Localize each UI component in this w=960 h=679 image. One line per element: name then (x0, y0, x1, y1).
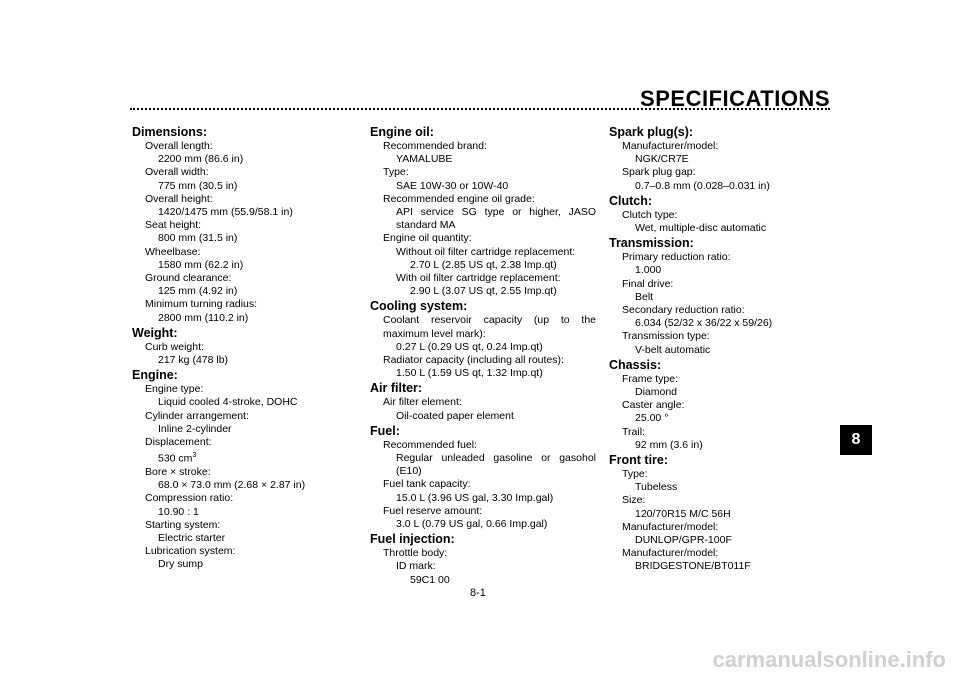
spec-label: Minimum turning radius: (145, 298, 258, 311)
spec-value: 2.70 L (2.85 US qt, 2.38 Imp.qt) (410, 258, 557, 271)
section-heading-weight: Weight: (132, 325, 178, 340)
spec-label: Type: (622, 468, 648, 481)
section-heading-transmission: Transmission: (609, 236, 694, 251)
section-heading-front-tire: Front tire: (609, 453, 669, 468)
spec-label: Frame type: (622, 372, 679, 385)
spec-label: Manufacturer/model: (622, 140, 719, 152)
spec-value: 217 kg (478 lb) (158, 354, 229, 367)
page-number: 8-1 (470, 587, 486, 599)
spec-value: SAE 10W-30 or 10W-40 (396, 179, 509, 192)
spec-value: Belt (635, 290, 654, 303)
spec-sublabel: Without oil filter cartridge replacement: (396, 245, 576, 258)
spec-value: Wet, multiple-disc automatic (635, 222, 767, 235)
spec-label: Recommended brand: (383, 140, 487, 152)
spec-value: Electric starter (158, 531, 226, 544)
spec-value: 59C1 00 (410, 573, 450, 586)
spec-value: 10.90 : 1 (158, 505, 199, 518)
page-title: SPECIFICATIONS (640, 86, 830, 111)
spec-value: 120/70R15 M/C 56H (635, 507, 731, 520)
spec-label: Seat height: (145, 219, 202, 232)
column-2 (370, 124, 602, 587)
spec-value: API service SG type or higher, JASO standard MA (396, 206, 596, 232)
spec-value: 2200 mm (86.6 in) (158, 153, 244, 166)
column-3 (609, 124, 829, 574)
spec-value: 25.00 ° (635, 412, 669, 425)
spec-value: 0.27 L (0.29 US qt, 0.24 Imp.qt) (396, 340, 543, 353)
spec-label: Manufacturer/model: (622, 520, 719, 533)
spec-value: YAMALUBE (396, 153, 453, 166)
spec-value: 2800 mm (110.2 in) (158, 311, 249, 324)
spec-label: Recommended engine oil grade: (383, 192, 535, 205)
spec-label: Engine type: (145, 383, 204, 396)
spec-label: Overall width: (145, 166, 209, 179)
watermark: carmanualsonline.info (712, 647, 946, 672)
displacement-value: 530 cm (158, 452, 193, 465)
spec-value: Liquid cooled 4-stroke, DOHC (158, 396, 298, 409)
spec-value: 1420/1475 mm (55.9/58.1 in) (158, 206, 293, 219)
spec-label: Clutch type: (622, 208, 678, 221)
spec-label: Displacement: (145, 436, 212, 449)
spec-label: Overall height: (145, 192, 213, 205)
spec-label: Compression ratio: (145, 492, 234, 505)
spec-label: Cylinder arrangement: (145, 409, 249, 422)
spec-value: 1.50 L (1.59 US qt, 1.32 Imp.qt) (396, 367, 543, 380)
spec-value: 800 mm (31.5 in) (158, 232, 238, 245)
spec-label: Fuel reserve amount: (383, 504, 483, 517)
spec-label: Size: (622, 494, 646, 507)
section-heading-engine-oil: Engine oil: (370, 125, 434, 139)
spec-label: Lubrication system: (145, 545, 236, 558)
spec-label: Primary reduction ratio: (622, 251, 731, 264)
section-heading-fuel: Fuel: (370, 423, 400, 438)
section-heading-engine: Engine: (132, 368, 178, 383)
spec-value: Regular unleaded gasoline or gasohol (E10) (396, 452, 596, 478)
spec-value: 1.000 (635, 264, 662, 277)
spec-label: Throttle body: (383, 547, 448, 560)
spec-label: Caster angle: (622, 399, 685, 412)
section-heading-fuel-injection: Fuel injection: (370, 532, 455, 547)
spec-value: 1580 mm (62.2 in) (158, 258, 244, 271)
spec-sublabel: ID mark: (396, 560, 436, 573)
spec-value: 0.7–0.8 mm (0.028–0.031 in) (635, 179, 770, 192)
spec-value: NGK/CR7E (635, 153, 689, 166)
spec-label: Final drive: (622, 277, 674, 290)
chapter-tab: 8 (840, 425, 872, 455)
spec-value: 15.0 L (3.96 US gal, 3.30 Imp.gal) (396, 491, 554, 504)
spec-value: Dry sump (158, 558, 203, 571)
spec-value: 92 mm (3.6 in) (635, 438, 703, 451)
spec-label: Air filter element: (383, 396, 462, 409)
section-heading-dimensions: Dimensions: (132, 125, 208, 139)
spec-label: Bore × stroke: (145, 465, 211, 478)
spec-label: Trail: (622, 425, 645, 438)
spec-label: Curb weight: (145, 340, 204, 353)
spec-value: 125 mm (4.92 in) (158, 285, 238, 298)
spec-label: Spark plug gap: (622, 166, 696, 179)
section-heading-clutch: Clutch: (609, 193, 653, 208)
spec-value: DUNLOP/GPR-100F (635, 534, 732, 547)
spec-value: 6.034 (52/32 x 36/22 x 59/26) (635, 317, 773, 330)
spec-value: 3.0 L (0.79 US gal, 0.66 Imp.gal) (396, 518, 548, 531)
spec-value: Tubeless (635, 481, 678, 494)
spec-label: Secondary reduction ratio: (622, 304, 745, 317)
spec-label: Starting system: (145, 518, 221, 531)
section-heading-cooling: Cooling system: (370, 299, 468, 314)
spec-label: Ground clearance: (145, 272, 232, 285)
spec-value: Inline 2-cylinder (158, 422, 232, 435)
spec-label: Manufacturer/model: (622, 547, 719, 560)
spec-value: 775 mm (30.5 in) (158, 179, 238, 192)
spec-label: Recommended fuel: (383, 438, 477, 451)
spec-label: Radiator capacity (including all routes): (383, 354, 564, 367)
spec-label: Fuel tank capacity: (383, 478, 471, 491)
spec-value: BRIDGESTONE/BT011F (635, 560, 751, 573)
section-heading-spark-plugs: Spark plug(s): (609, 125, 694, 139)
title-rule (130, 108, 830, 110)
spec-label: Engine oil quantity: (383, 232, 472, 245)
spec-label: Type: (383, 166, 409, 179)
spec-label: Transmission type: (622, 330, 710, 343)
spec-sublabel: With oil filter cartridge replacement: (396, 272, 561, 285)
spec-label: Overall length: (145, 140, 213, 152)
spec-value: 2.90 L (3.07 US qt, 2.55 Imp.qt) (410, 285, 557, 298)
spec-value: V-belt automatic (635, 343, 711, 356)
spec-value: Diamond (635, 386, 678, 399)
spec-label: Wheelbase: (145, 245, 201, 258)
spec-label: Coolant reservoir capacity (up to the maximum level mark): (383, 314, 596, 340)
column-1 (132, 124, 352, 572)
section-heading-air-filter: Air filter: (370, 381, 423, 396)
spec-value: 68.0 × 73.0 mm (2.68 × 2.87 in) (158, 479, 306, 492)
spec-value: Oil-coated paper element (396, 409, 514, 422)
superscript: 3 (192, 452, 197, 460)
section-heading-chassis: Chassis: (609, 357, 662, 372)
spec-value (132, 449, 352, 466)
